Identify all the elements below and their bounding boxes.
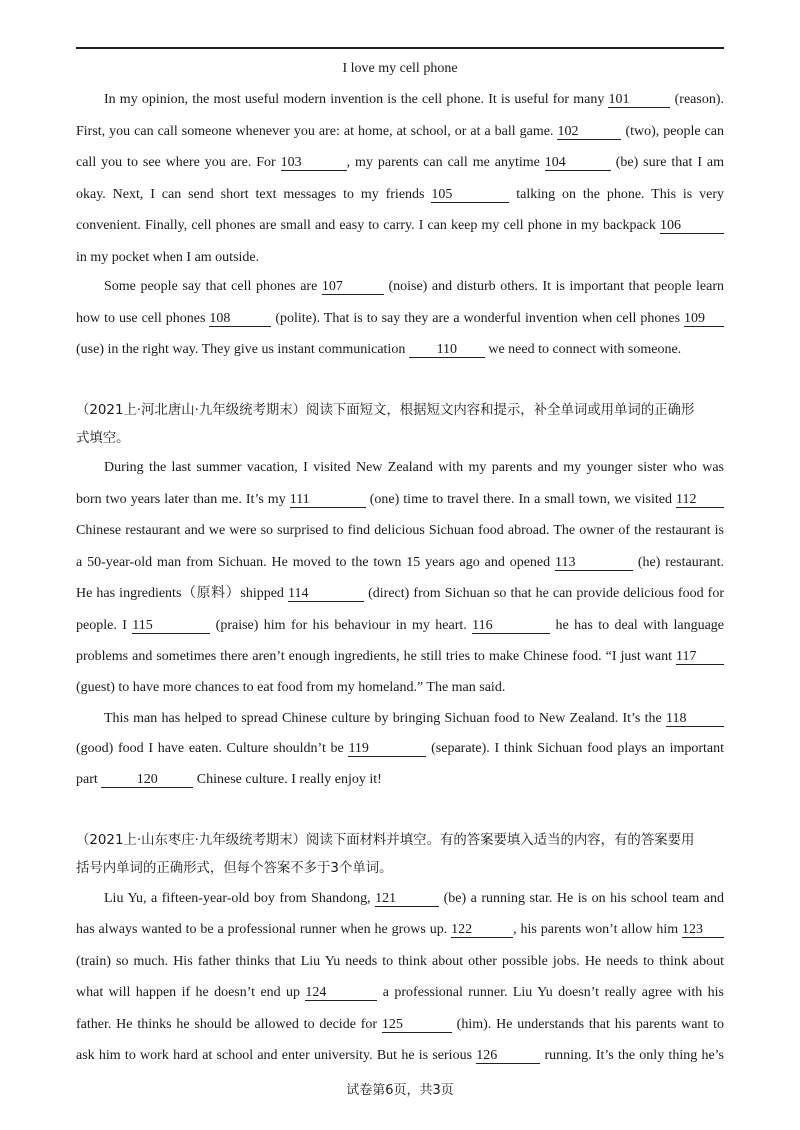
question-instruction: （2021上·河北唐山·九年级统考期末）阅读下面短文，根据短文内容和提示，补全单词或用单词的正确形: [76, 403, 695, 418]
answer-blank-111[interactable]: 111: [290, 492, 366, 508]
answer-blank-107[interactable]: 107: [322, 279, 384, 295]
text-line: First, you can call someone whenever you are: at home, at school, or at a ball game. 102 (two), people can: [76, 124, 724, 139]
text-line: During the last summer vacation, I visited New Zealand with my parents and my younger sister who was: [104, 460, 724, 475]
text-line: Chinese restaurant and we were so surprised to find delicious Sichuan food abroad. The owner of the restaurant is: [76, 523, 724, 538]
text-line: (use) in the right way. They give us instant communication 110 we need to connect with someone.: [76, 342, 682, 357]
answer-blank-105[interactable]: 105: [431, 187, 509, 203]
answer-blank-109[interactable]: 109: [684, 311, 724, 327]
answer-blank-115[interactable]: 115: [132, 618, 210, 634]
answer-blank-101[interactable]: 101: [608, 92, 670, 108]
answer-blank-104[interactable]: 104: [545, 155, 611, 171]
answer-blank-118[interactable]: 118: [666, 711, 724, 727]
answer-blank-110[interactable]: 110: [409, 342, 485, 358]
text-line: This man has helped to spread Chinese culture by bringing Sichuan food to New Zealand. It’s the 118: [76, 709, 724, 729]
text-line: how to use cell phones 108 (polite). That is to say they are a wonderful invention when cell phones 109: [76, 309, 724, 329]
text-line: a 50-year-old man from Sichuan. He moved to the town 15 years ago and opened 113 (he) restaurant.: [76, 555, 724, 570]
text-line: has always wanted to be a professional runner when he grows up. 122 , his parents won’t allow him 123: [76, 920, 724, 940]
answer-blank-125[interactable]: 125: [382, 1017, 452, 1033]
text-line: He has ingredients（原料）shipped 114 (direct) from Sichuan so that he can provide delicious food for: [76, 586, 724, 601]
page-footer: 试卷第6页，共3页: [346, 1083, 454, 1098]
text-line: in my pocket when I am outside.: [76, 250, 260, 265]
header-rule: [76, 47, 724, 49]
answer-blank-123[interactable]: 123: [682, 922, 724, 938]
answer-blank-113[interactable]: 113: [555, 555, 633, 571]
answer-blank-116[interactable]: 116: [472, 618, 550, 634]
question-instruction: 式填空。: [76, 431, 130, 446]
text-line: convenient. Finally, cell phones are small and easy to carry. I can keep my cell phone in my backpack 106: [76, 216, 724, 236]
answer-blank-103[interactable]: 103: [281, 155, 347, 171]
text-line: (guest) to have more chances to eat food from my homeland.” The man said.: [76, 680, 506, 695]
text-line: problems and sometimes there aren’t enough ingredients, he still tries to make Chinese food. “I just want 117: [76, 647, 724, 667]
answer-blank-124[interactable]: 124: [305, 985, 377, 1001]
answer-blank-126[interactable]: 126: [476, 1048, 540, 1064]
answer-blank-117[interactable]: 117: [676, 649, 724, 665]
answer-blank-114[interactable]: 114: [288, 586, 364, 602]
text-line: okay. Next, I can send short text messages to my friends 105 talking on the phone. This is very: [76, 187, 724, 202]
text-line: Liu Yu, a fifteen-year-old boy from Shandong, 121 (be) a running star. He is on his school team and: [104, 891, 725, 906]
text-line: born two years later than me. It’s my 111 (one) time to travel there. In a small town, we visited 112: [76, 490, 724, 510]
text-line: In my opinion, the most useful modern invention is the cell phone. It is useful for many 101 (reason).: [104, 92, 724, 107]
question-instruction: 括号内单词的正确形式，但每个答案不多于3个单词。: [76, 861, 393, 876]
text-line: call you to see where you are. For 103 , my parents can call me anytime 104 (be) sure that I am: [76, 155, 725, 170]
text-line: what will happen if he doesn’t end up 124 a professional runner. Liu Yu doesn’t really agree with his: [76, 985, 724, 1000]
answer-blank-122[interactable]: 122: [451, 922, 513, 938]
answer-blank-119[interactable]: 119: [348, 741, 426, 757]
answer-blank-121[interactable]: 121: [375, 891, 439, 907]
passage-title: I love my cell phone: [342, 61, 458, 76]
text-line: part 120 Chinese culture. I really enjoy it!: [76, 772, 382, 787]
answer-blank-102[interactable]: 102: [557, 124, 621, 140]
answer-blank-120[interactable]: 120: [101, 772, 193, 788]
answer-blank-106[interactable]: 106: [660, 218, 724, 234]
answer-blank-108[interactable]: 108: [209, 311, 271, 327]
text-line: people. I 115 (praise) him for his behaviour in my heart. 116 he has to deal with language: [76, 618, 724, 633]
text-line: ask him to work hard at school and enter university. But he is serious 126 running. It’s the only thing he’s: [76, 1048, 725, 1063]
question-instruction: （2021上·山东枣庄·九年级统考期末）阅读下面材料并填空。有的答案要填入适当的内容，有的答案要用: [76, 833, 695, 848]
text-line: father. He thinks he should be allowed to decide for 125 (him). He understands that his parents want to: [76, 1017, 725, 1032]
text-line: (train) so much. His father thinks that Liu Yu needs to think about other possible jobs. He needs to think about: [76, 954, 724, 969]
answer-blank-112[interactable]: 112: [676, 492, 724, 508]
text-line: (good) food I have eaten. Culture shouldn’t be 119 (separate). I think Sichuan food plays an important: [76, 741, 725, 756]
text-line: Some people say that cell phones are 107 (noise) and disturb others. It is important that people learn: [104, 279, 724, 294]
